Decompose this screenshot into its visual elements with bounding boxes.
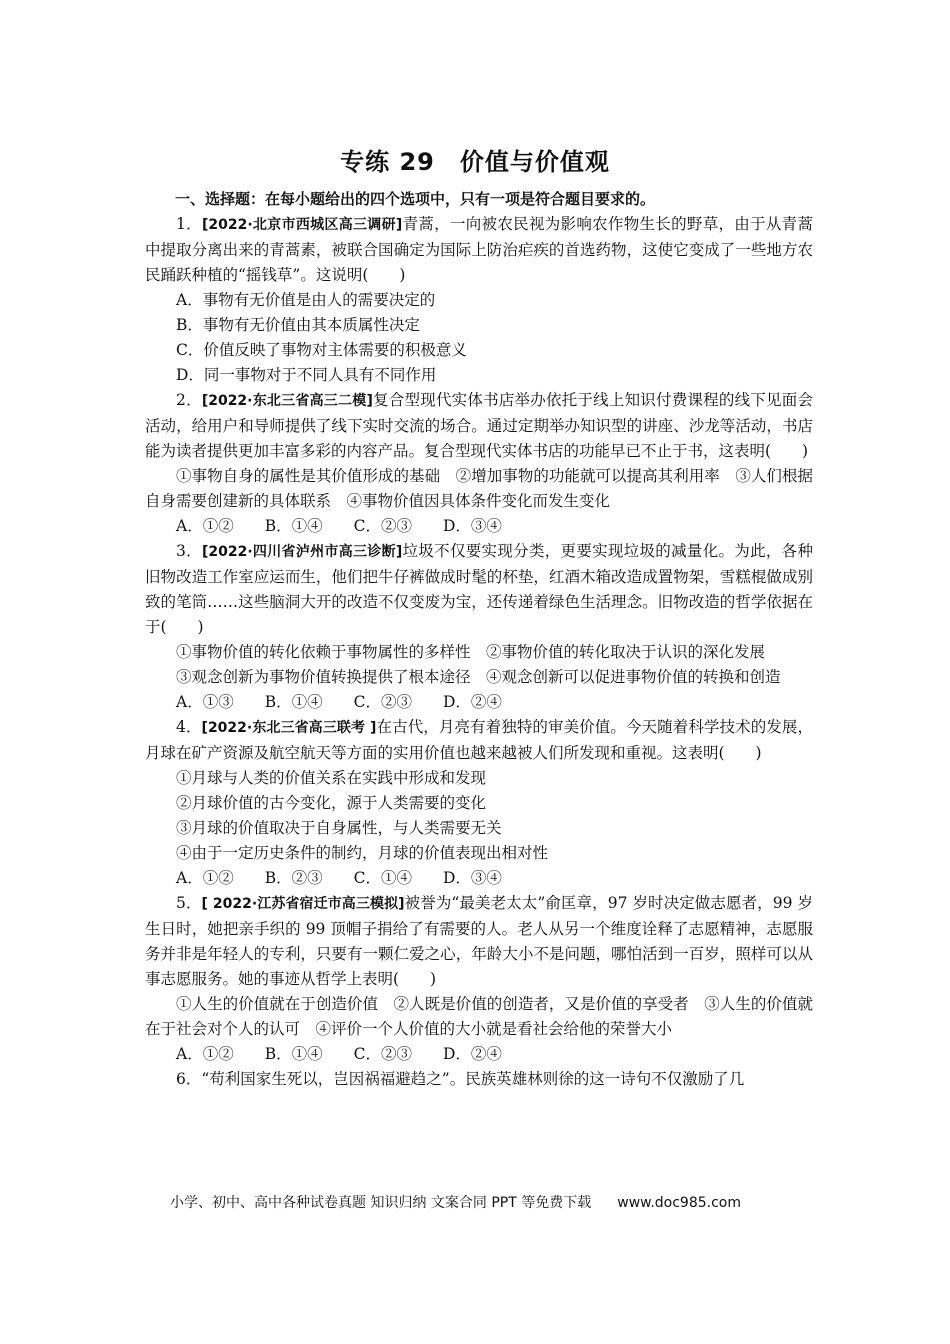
footer-url: www.doc985.com [617, 1195, 741, 1211]
question-stem: 垃圾不仅要实现分类，更要实现垃圾的减量化。为此，各种旧物改造工作室应运而生，他们把牛仔裤做成时髦的杯垫，红酒木箱改造成置物架，雪糕棍做成别致的笔筒……这些脑洞大开的改造不仅变废为宝，还传递着绿色生活理念。旧物改造的哲学依据在于( ) [145, 542, 813, 636]
option-c: C．价值反映了事物对主体需要的积极意义 [176, 341, 467, 359]
question-6 [145, 1067, 813, 1092]
question-stem: 青蒿，一向被农民视为影响农作物生长的野草，由于从青蒿中提取分离出来的青蒿素，被联合国确定为国际上防治疟疾的首选药物，这使它变成了一些地方农民踊跃种植的“摇钱草”。这说明( ) [145, 215, 813, 284]
option-b: B．事物有无价值由其本质属性决定 [176, 316, 420, 334]
question-number: 6． [176, 1070, 202, 1088]
question-number: 5． [176, 894, 202, 912]
question-source: [2022·四川省泸州市高三诊断] [201, 544, 403, 560]
option-a: A．事物有无价值是由人的需要决定的 [176, 291, 436, 309]
statement-items: ①人生的价值就在于创造价值 ②人既是价值的创造者，又是价值的享受者 ③人生的价值就在于社会对个人的认可 ④评价一个人价值的大小就是看社会给他的荣誉大小 [145, 995, 813, 1038]
question-source: [2022·北京市西城区高三调研] [201, 217, 403, 233]
answer-choices: A．①③ B．①④ C．②③ D．②④ [176, 693, 502, 711]
question-3 [145, 539, 813, 640]
question-5 [145, 891, 813, 992]
question-4 [145, 715, 813, 766]
question-stem: 被誉为“最美老太太”俞匡章，97 岁时决定做志愿者，99 岁生日时，她把亲手织的 99 顶帽子捐给了有需要的人。老人从另一个维度诠释了志愿精神，志愿服务并非是年轻人的专利，只要有一颗仁爱之心，年龄大小不是问题，哪怕活到一百岁，照样可以从事志愿服务。她的事迹从哲学上表明( ) [145, 894, 813, 988]
question-1 [145, 212, 813, 288]
statement-items: ①事物价值的转化依赖于事物属性的多样性 ②事物价值的转化取决于认识的深化发展 [176, 643, 766, 661]
question-stem: “苟利国家生死以，岂因祸福避趋之”。民族英雄林则徐的这一诗句不仅激励了几 [201, 1070, 745, 1088]
question-stem: 复合型现代实体书店举办依托于线上知识付费课程的线下见面会活动，给用户和导师提供了线下实时交流的场合。通过定期举办知识型的讲座、沙龙等活动，书店能为读者提供更加丰富多彩的内容产品。复合型现代实体书店的功能早已不止于书，这表明( ) [145, 391, 813, 460]
question-number: 2． [176, 391, 202, 409]
section-heading: 一、选择题：在每小题给出的四个选项中，只有一项是符合题目要求的。 [175, 190, 656, 208]
question-body [145, 187, 813, 1092]
question-number: 3． [176, 542, 202, 560]
question-source: [2022·东北三省高三联考 ] [201, 720, 377, 736]
option-d: D．同一事物对于不同人具有不同作用 [176, 366, 437, 384]
question-2 [145, 388, 813, 464]
question-number: 4． [176, 718, 202, 736]
question-source: [2022·东北三省高三二模] [201, 393, 373, 409]
page-footer [170, 1192, 810, 1212]
question-source: [ 2022·江苏省宿迁市高三模拟] [201, 896, 405, 912]
page-title: 专练 29 价值与价值观 [340, 148, 610, 176]
answer-choices: A．①② B．①④ C．②③ D．②④ [176, 1045, 502, 1063]
statement-item: ④由于一定历史条件的制约，月球的价值表现出相对性 [176, 844, 549, 862]
statement-item: ③月球的价值取决于自身属性，与人类需要无关 [176, 819, 502, 837]
question-stem: 在古代，月亮有着独特的审美价值。今天随着科学技术的发展，月球在矿产资源及航空航天等方面的实用价值也越来越被人们所发现和重视。这表明( ) [145, 718, 813, 762]
statement-items: ①事物自身的属性是其价值形成的基础 ②增加事物的功能就可以提高其利用率 ③人们根据自身需要创建新的具体联系 ④事物价值因具体条件变化而发生变化 [145, 467, 813, 510]
statement-item: ①月球与人类的价值关系在实践中形成和发现 [176, 769, 487, 787]
statement-item: ②月球价值的古今变化，源于人类需要的变化 [176, 794, 487, 812]
statement-items: ③观念创新为事物价值转换提供了根本途径 ④观念创新可以促进事物价值的转换和创造 [176, 668, 781, 686]
answer-choices: A．①② B．②③ C．①④ D．③④ [176, 869, 502, 887]
answer-choices: A．①② B．①④ C．②③ D．③④ [176, 517, 502, 535]
footer-text: 小学、初中、高中各种试卷真题 知识归纳 文案合同 PPT 等免费下载 [170, 1195, 592, 1211]
question-number: 1． [176, 215, 202, 233]
